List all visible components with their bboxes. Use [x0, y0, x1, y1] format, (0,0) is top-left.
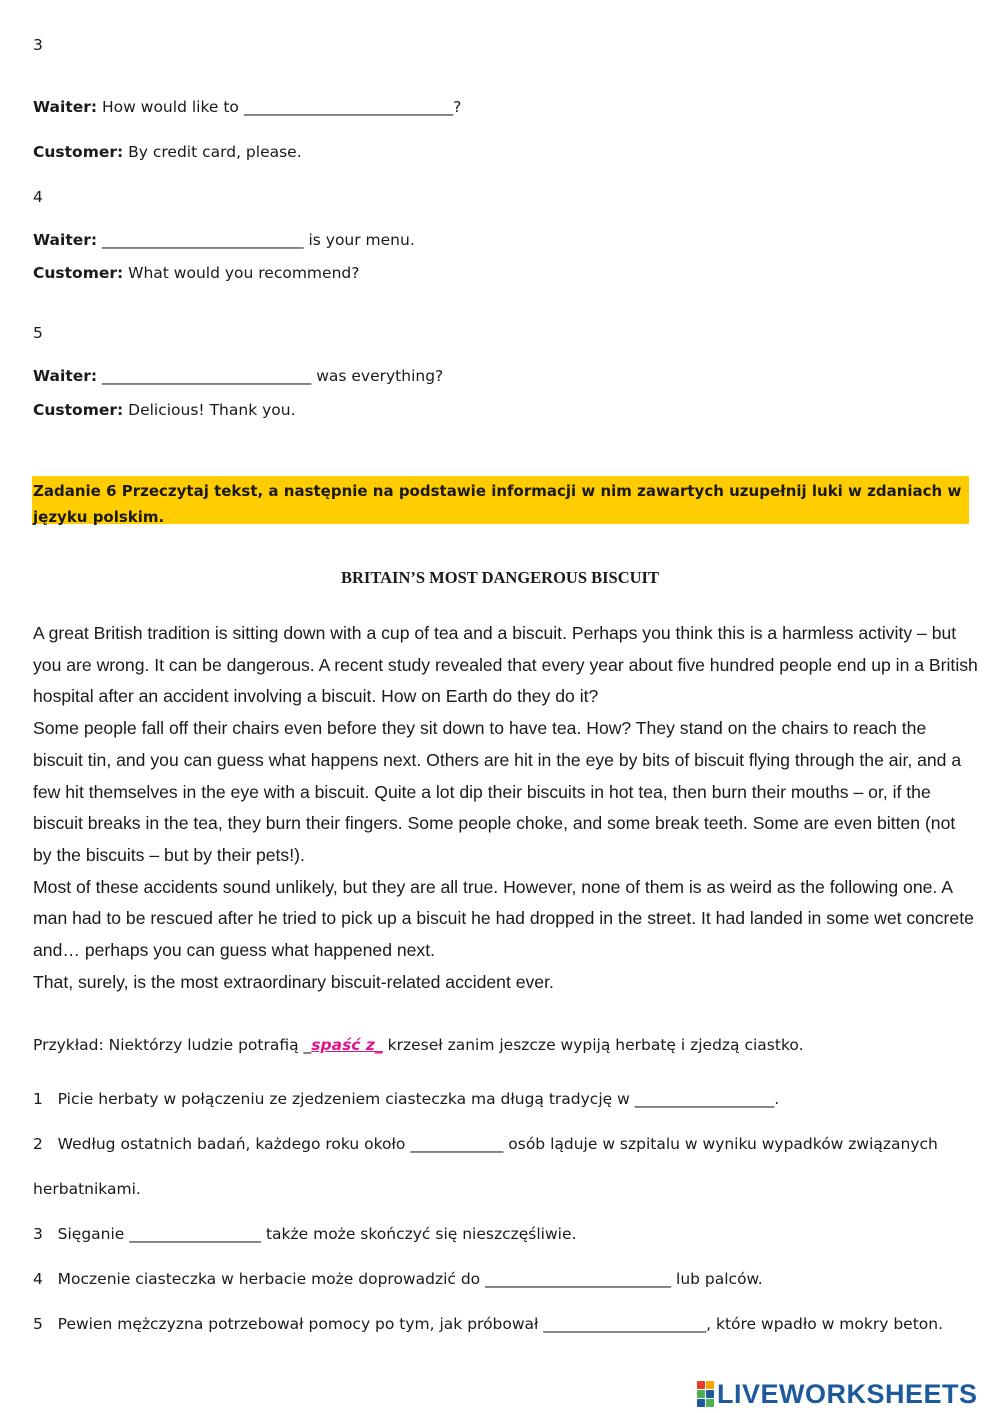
logo-text: LIVEWORKSHEETS	[717, 1378, 978, 1409]
waiter-label: Waiter:	[33, 367, 98, 385]
waiter-line	[33, 98, 461, 116]
question-item	[33, 1135, 938, 1153]
waiter-label: Waiter:	[33, 231, 98, 249]
customer-line	[33, 143, 302, 161]
question-text: Pewien mężczyzna potrzebował pomocy po tym, jak próbował _____________________, które wpadło w mokry beton.	[57, 1315, 944, 1333]
customer-text: By credit card, please.	[128, 143, 302, 161]
question-item	[33, 1270, 763, 1288]
waiter-text: __________________________ is your menu.	[102, 231, 415, 249]
task-instruction: Zadanie 6 Przeczytaj tekst, a następnie na podstawie informacji w nim zawartych uzupełnij luki w zdaniach w języku polskim.	[33, 482, 962, 526]
question-number: 4	[33, 1270, 43, 1288]
article-paragraph: That, surely, is the most extraordinary biscuit-related accident ever.	[33, 971, 554, 992]
waiter-text: How would like to ___________________________?	[102, 98, 462, 116]
question-number: 5	[33, 1315, 43, 1333]
question-text: Sięganie _________________ także może skończyć się nieszczęśliwie.	[57, 1225, 577, 1243]
customer-label: Customer:	[33, 143, 124, 161]
article-paragraph: Some people fall off their chairs even before they sit down to have tea. How? They stand on the chairs to reach the biscuit tin, and you can guess what happens next. Others are hit in the eye by bits of biscuit flying through the air, and a few hit themselves in the eye with a biscuit. Quite a lot dip their biscuits in hot tea, then burn their mouths – or, if the biscuit breaks in the tea, they burn their fingers. Some people choke, and some break teeth. Some are even bitten (not by the biscuits – but by their pets!).	[33, 718, 962, 865]
dialogue-number: 3	[33, 36, 43, 54]
waiter-line	[33, 231, 415, 249]
question-item	[33, 1090, 779, 1108]
customer-text: Delicious! Thank you.	[128, 401, 296, 419]
example-suffix: krzeseł zanim jeszcze wypiją herbatę i zjedzą ciastko.	[382, 1036, 804, 1054]
article-body	[33, 618, 978, 998]
example-answer: spaść z_	[311, 1036, 383, 1054]
article-paragraph: A great British tradition is sitting down with a cup of tea and a biscuit. Perhaps you think this is a harmless activity – but you are wrong. It can be dangerous. A recent study revealed that every year about five hundred people end up in a British hospital after an accident involving a biscuit. How on Earth do they do it?	[33, 623, 978, 707]
question-number: 2	[33, 1135, 43, 1153]
question-item	[33, 1315, 943, 1333]
question-text: Picie herbaty w połączeniu ze zjedzeniem ciasteczka ma długą tradycję w __________________.	[57, 1090, 780, 1108]
liveworksheets-logo	[697, 1378, 978, 1410]
customer-text: What would you recommend?	[128, 264, 360, 282]
question-number: 3	[33, 1225, 43, 1243]
question-text: Według ostatnich badań, każdego roku około ____________ osób ląduje w szpitalu w wyniku wypadków związanych	[57, 1135, 938, 1153]
question-continuation: herbatnikami.	[33, 1180, 141, 1198]
question-number: 1	[33, 1090, 43, 1108]
customer-label: Customer:	[33, 401, 124, 419]
customer-line	[33, 264, 359, 282]
dialogue-number: 4	[33, 188, 43, 206]
example-prefix: Przykład: Niektórzy ludzie potrafią _	[33, 1036, 312, 1054]
waiter-label: Waiter:	[33, 98, 98, 116]
logo-mark-icon	[697, 1381, 714, 1407]
waiter-text: ___________________________ was everything?	[102, 367, 444, 385]
dialogue-number: 5	[33, 324, 43, 342]
customer-label: Customer:	[33, 264, 124, 282]
article-title: BRITAIN’S MOST DANGEROUS BISCUIT	[340, 568, 659, 587]
example-sentence	[33, 1036, 804, 1054]
waiter-line	[33, 367, 443, 385]
question-item	[33, 1225, 576, 1243]
article-paragraph: Most of these accidents sound unlikely, but they are all true. However, none of them is as weird as the following one. A man had to be rescued after he tried to pick up a biscuit he had dropped in the street. It had landed in some wet concrete and… perhaps you can guess what happened next.	[33, 876, 974, 961]
question-text: Moczenie ciasteczka w herbacie może doprowadzić do ________________________ lub palców.	[57, 1270, 763, 1288]
customer-line	[33, 401, 296, 419]
